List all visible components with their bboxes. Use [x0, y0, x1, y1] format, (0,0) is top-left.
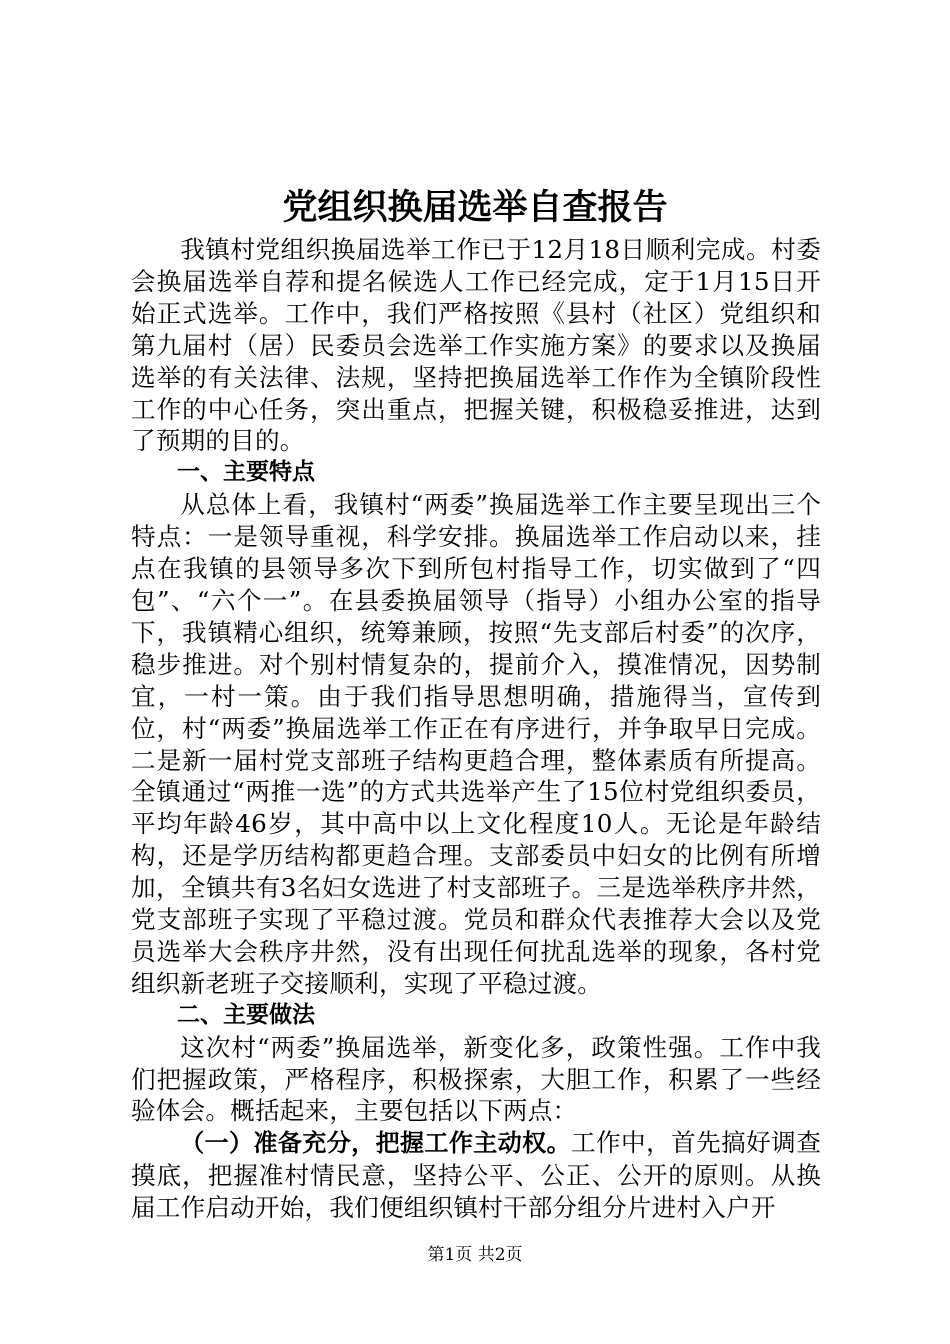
page-footer: 第1页 共2页: [427, 1245, 523, 1265]
main-features-paragraph: 从总体上看，我镇村“两委”换届选举工作主要呈现出三个特点：一是领导重视，科学安排。换届选举工作启动以来，挂点在我镇的县领导多次下到所包村指导工作，切实做到了“四包”、“六个一”。在县委换届领导（指导）小组办公室的指导下，我镇精心组织，统筹兼顾，按照“先支部后村委”的次序，稳步推进。对个别村情复杂的，提前介入，摸准情况，因势制宜，一村一策。由于我们指导思想明确，措施得当，宣传到位，村“两委”换届选举工作正在有序进行，并争取早日完成。二是新一届村党支部班子结构更趋合理，整体素质有所提高。全镇通过“两推一选”的方式共选举产生了15位村党组织委员，平均年龄46岁，其中高中以上文化程度10人。无论是年龄结构，还是学历结构都更趋合理。支部委员中妇女的比例有所增加，全镇共有3名妇女选进了村支部班子。三是选举秩序井然，党支部班子实现了平稳过渡。党员和群众代表推荐大会以及党员选举大会秩序井然，没有出现任何扰乱选举的现象，各村党组织新老班子交接顺利，实现了平稳过渡。: [131, 490, 821, 998]
document-title: 党组织换届选举自查报告: [282, 188, 668, 228]
subsection-body-preparation: 工作中，首先搞好调查摸底，把握准村情民意，坚持公平、公正、公开的原则。从换届工作启动开始，我们便组织镇村干部分组分片进村入户开: [131, 1128, 821, 1223]
main-practices-paragraph: 这次村“两委”换届选举，新变化多，政策性强。工作中我们把握政策，严格程序，积极探索，大胆工作，积累了一些经验体会。概括起来，主要包括以下两点：: [131, 1032, 821, 1126]
subsection-paragraph-preparation: [131, 1127, 821, 1224]
section-heading-main-features: 一、主要特点: [177, 459, 315, 486]
subsection-lead-preparation: （一）准备充分，把握工作主动权。: [180, 1129, 572, 1158]
intro-paragraph: 我镇村党组织换届选举工作已于12月18日顺利完成。村委会换届选举自荐和提名候选人工作已经完成，定于1月15日开始正式选举。工作中，我们严格按照《县村（社区）党组织和第九届村（居）民委员会选举工作实施方案》的要求以及换届选举的有关法律、法规，坚持把换届选举工作作为全镇阶段性工作的中心任务，突出重点，把握关键，积极稳妥推进，达到了预期的目的。: [131, 235, 821, 456]
section-heading-main-practices: 二、主要做法: [177, 1001, 315, 1028]
document-body: [131, 234, 821, 1224]
